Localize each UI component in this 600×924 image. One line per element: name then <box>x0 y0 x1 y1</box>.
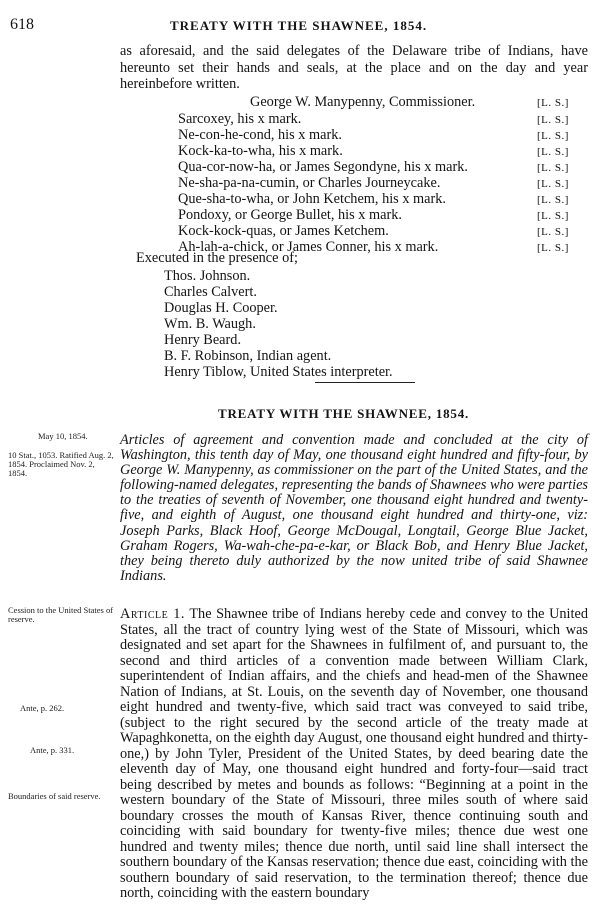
seal-mark: [L. S.] <box>537 162 569 174</box>
witness-name: Henry Beard. <box>164 332 242 348</box>
page-number: 618 <box>10 16 34 33</box>
seal-mark: [L. S.] <box>537 146 569 158</box>
seal-mark: [L. S.] <box>537 114 569 126</box>
witness-heading: Executed in the presence of; <box>136 250 298 266</box>
margin-note-cession: Cession to the United States of reserve. <box>8 605 114 624</box>
seal-mark: [L. S.] <box>537 210 569 222</box>
margin-note-ante-262: Ante, p. 262. <box>20 703 65 713</box>
margin-note-stat: 10 Stat., 1053. Ratified Aug. 2, 1854. Proclaimed Nov. 2, 1854. <box>8 450 114 478</box>
treaty-preamble: Articles of agreement and convention made and concluded at the city of Washington, this tenth day of May, one thousand eight hundred and fifty-four, by George W. Manypenny, as commissioner on the part of the United States, and the following-named delegates, representing the bands of Shawnees who were parties to the treaties of seventh of November, one thousand eight hundred and twenty-five, and eighth of August, one thousand eight hundred and thirty-one, viz: Joseph Parks, Black Hoof, George McDougal, Longtail, George Blue Jacket, Graham Rogers, Wa-wah-che-pa-e-kar, or Black Bob, and Henry Blue Jacket, they being thereto duly authorized by the now united tribe of said Shawnee Indians. <box>120 432 588 584</box>
article-1 <box>120 607 588 902</box>
signature-line: Ne-sha-pa-na-cumin, or Charles Journeycake. <box>178 175 441 191</box>
signature-commissioner: George W. Manypenny, Commissioner. <box>250 94 476 110</box>
signature-line: Sarcoxey, his x mark. <box>178 111 302 127</box>
witness-name: Wm. B. Waugh. <box>164 316 256 332</box>
witness-name: Douglas H. Cooper. <box>164 300 278 316</box>
signature-line: Qua-cor-now-ha, or James Segondyne, his x mark. <box>178 159 468 175</box>
seal-mark: [L. S.] <box>537 97 569 109</box>
margin-note-boundaries: Boundaries of said reserve. <box>8 791 101 801</box>
seal-mark: [L. S.] <box>537 178 569 190</box>
seal-mark: [L. S.] <box>537 194 569 206</box>
signature-line: Kock-kock-quas, or James Ketchem. <box>178 223 389 239</box>
witness-name: Charles Calvert. <box>164 284 257 300</box>
article-1-text: The Shawnee tribe of Indians hereby cede and convey to the United States, all the tract of country lying west of the State of Missouri, which was designated and set apart for the Shawnees in fulfilment of, and pursuant to, the second and third articles of a convention made between William Clark, superintendent of Indian affairs, and the chiefs and head-men of the Shawnee Nation of Indians, at St. Louis, on the seventh day of November, one thousand eight hundred and twenty-five, which said tract was conveyed to said tribe, (subject to the right secured by the second article of the treaty made at Wapaghkonetta, on the eighth day August, one thousand eight hundred and thirty-one,) by John Tyler, President of the United States, by deed bearing date the eleventh day of May, one thousand eight hundred and forty-four—said tract being described by metes and bounds as follows: “Beginning at a point in the western boundary of the State of Missouri, three miles south of where said boundary crosses the mouth of Kansas River, thence continuing south and coinciding with said boundary for twenty-five miles; thence due west one hundred and twenty miles; thence due north, until said line shall intersect the southern boundary of the Kansas reservation; thence due east, coinciding with the southern boundary of said reservation, to the termination thereof; thence due north, coinciding with the eastern boundary <box>120 606 588 901</box>
signature-line: Kock-ka-to-wha, his x mark. <box>178 143 343 159</box>
signature-line: Ne-con-he-cond, his x mark. <box>178 127 342 143</box>
witness-name: B. F. Robinson, Indian agent. <box>164 348 332 364</box>
section-divider <box>315 382 415 383</box>
treaty-title: TREATY WITH THE SHAWNEE, 1854. <box>218 406 470 421</box>
seal-mark: [L. S.] <box>537 226 569 238</box>
signature-line: Ah-lah-a-chick, or James Conner, his x mark. <box>178 239 439 255</box>
witness-name: Thos. Johnson. <box>164 268 251 284</box>
signature-line: Que-sha-to-wha, or John Ketchem, his x mark. <box>178 191 446 207</box>
margin-note-ante-331: Ante, p. 331. <box>30 745 75 755</box>
signature-line: Pondoxy, or George Bullet, his x mark. <box>178 207 402 223</box>
seal-mark: [L. S.] <box>537 130 569 142</box>
article-1-label: Article 1. <box>120 606 185 622</box>
witness-name: Henry Tiblow, United States interpreter. <box>164 364 393 380</box>
seal-mark: [L. S.] <box>537 242 569 254</box>
margin-note-date: May 10, 1854. <box>38 431 88 441</box>
intro-closing-paragraph: as aforesaid, and the said delegates of the Delaware tribe of Indians, have hereunto set their hands and seals, at the place and on the day and year hereinbefore written. <box>120 43 588 93</box>
running-header: TREATY WITH THE SHAWNEE, 1854. <box>170 18 428 33</box>
